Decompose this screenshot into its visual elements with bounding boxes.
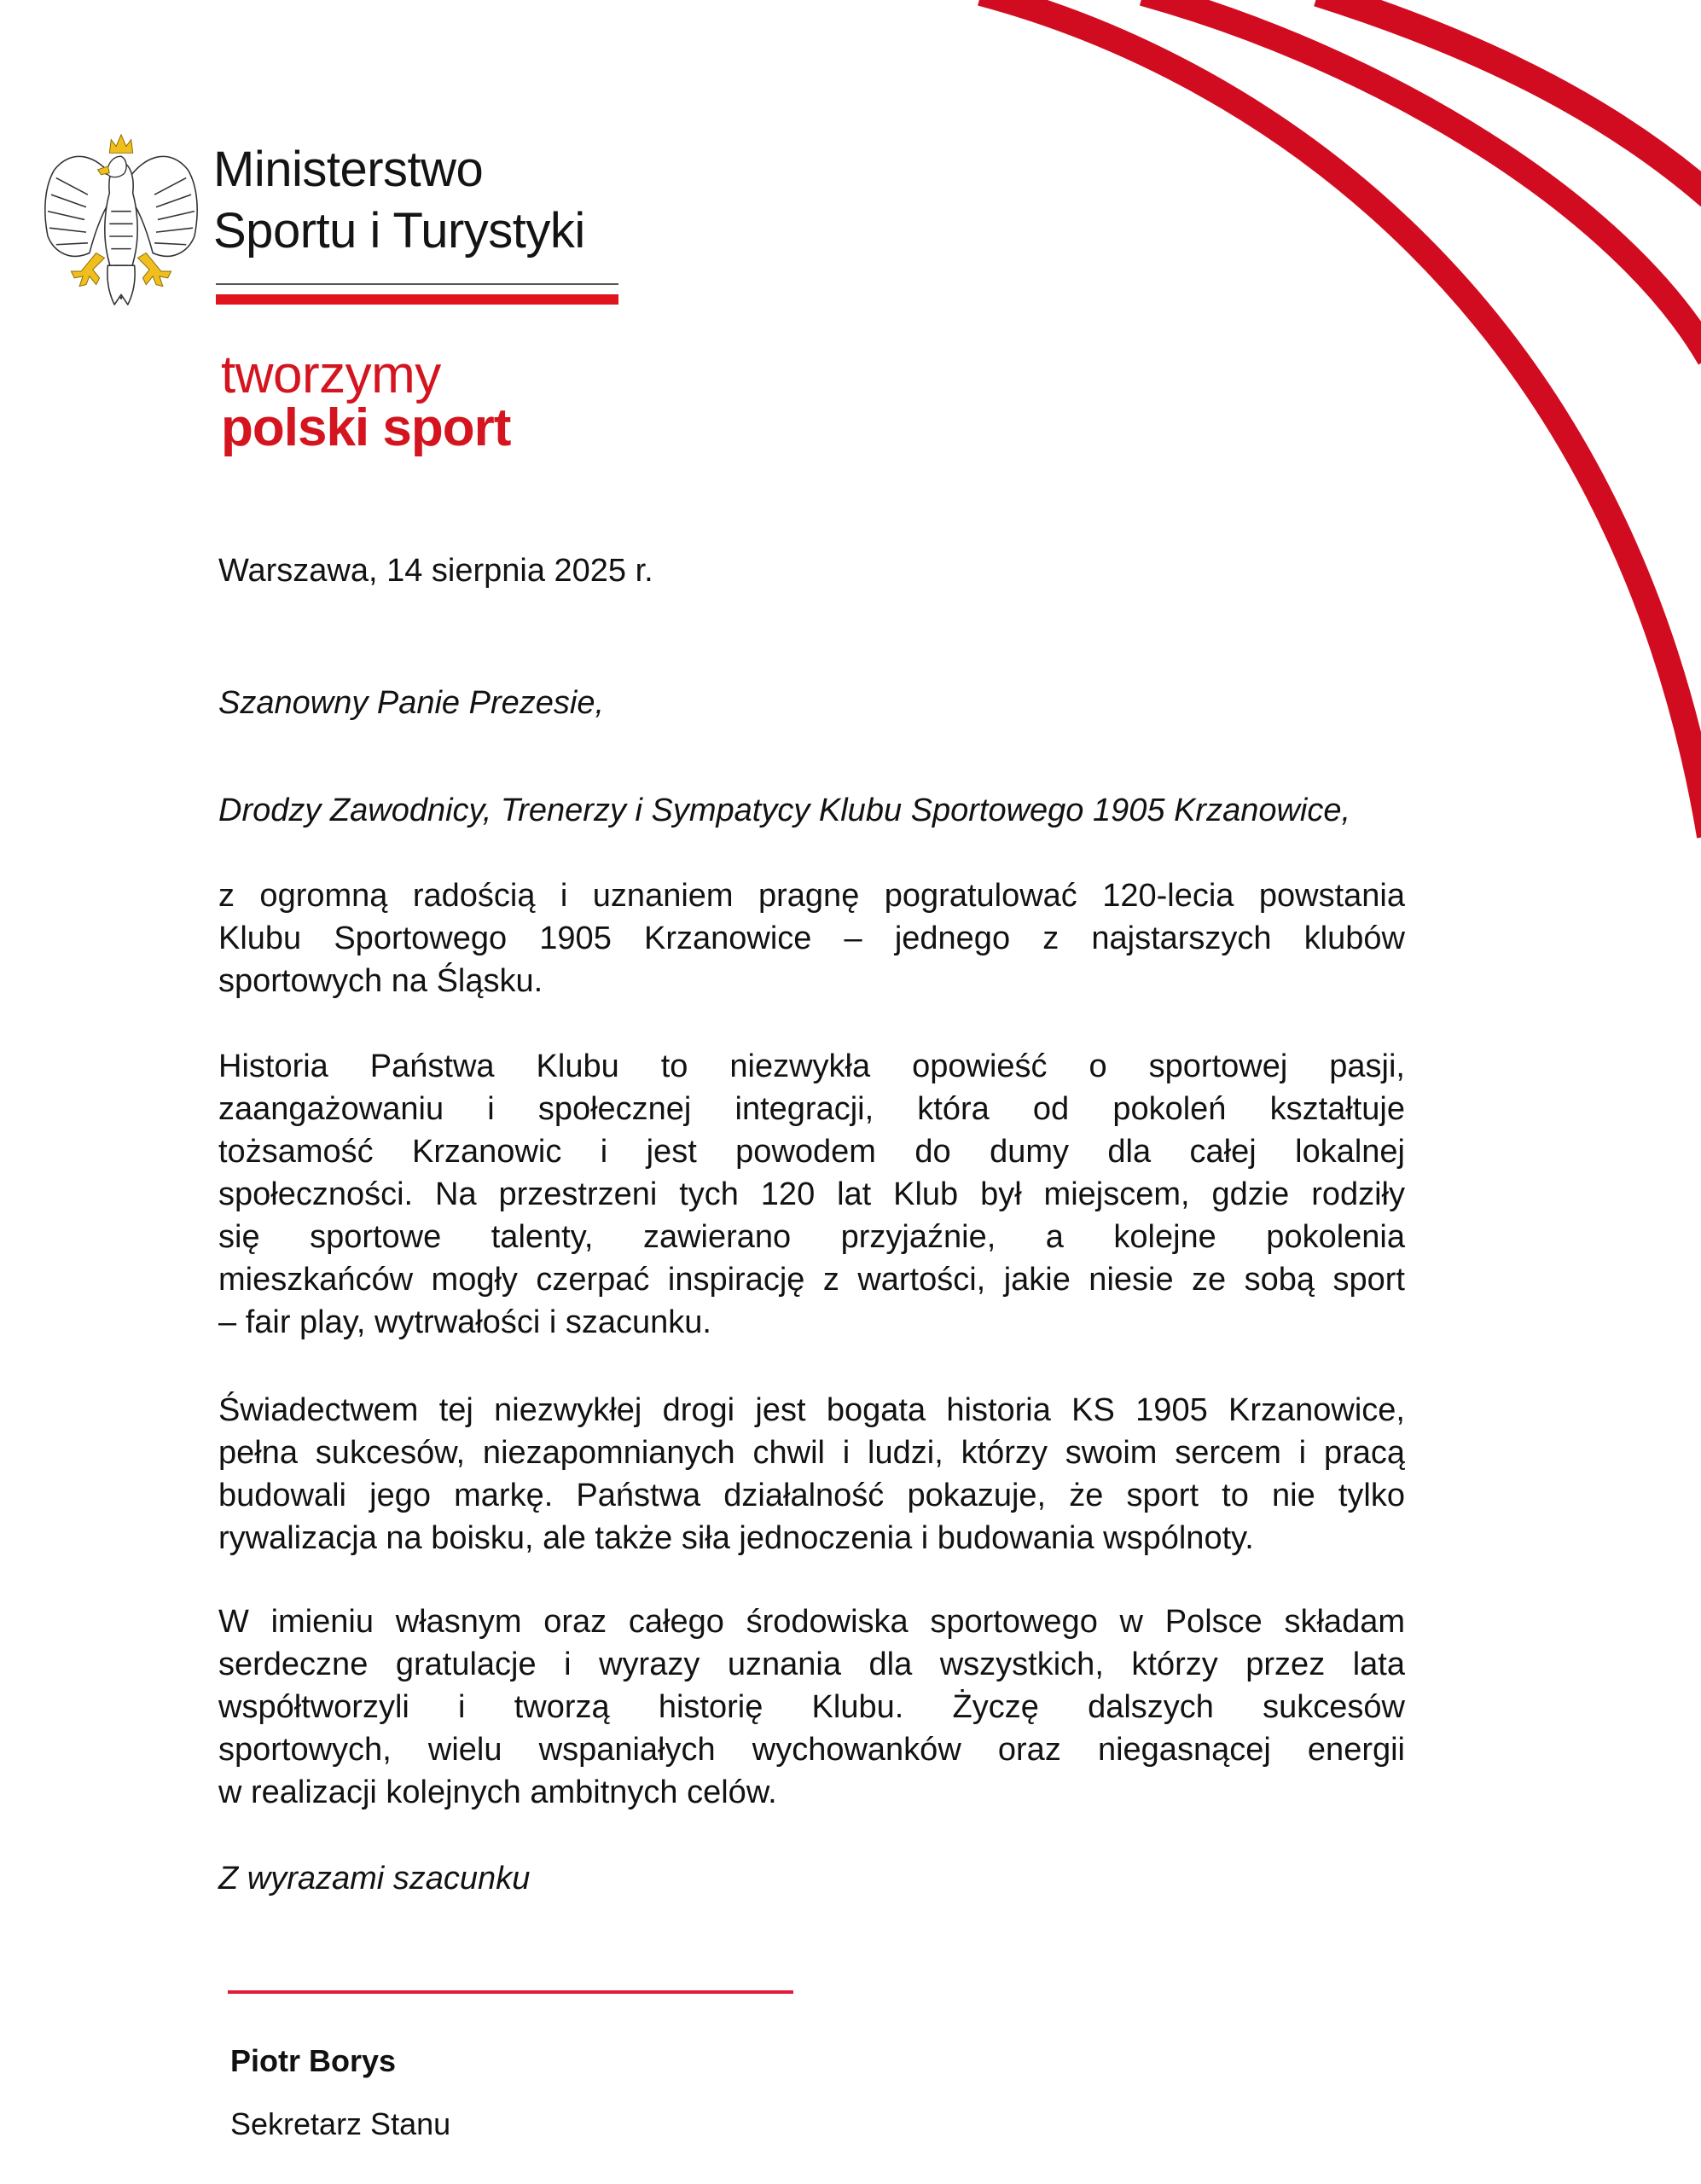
paragraph-line: tożsamość Krzanowic i jest powodem do dumy dla całej lokalnej <box>218 1134 1405 1170</box>
signature-line <box>228 1990 793 1994</box>
ministry-name-line1: Ministerstwo <box>213 142 484 197</box>
crown-icon <box>109 135 132 153</box>
paragraph-line: rywalizacja na boisku, ale także siła jednoczenia i budowania wspólnoty. <box>218 1520 1254 1556</box>
paragraph-line: pełna sukcesów, niezapomnianych chwil i ludzi, którzy swoim sercem i pracą <box>218 1435 1405 1471</box>
signatory-name: Piotr Borys <box>230 2043 397 2078</box>
paragraph-line: Historia Państwa Klubu to niezwykła opowieść o sportowej pasji, <box>218 1048 1405 1084</box>
polish-white-eagle-icon <box>38 128 205 307</box>
signatory-title: Sekretarz Stanu <box>230 2106 451 2141</box>
logo-gray-rule <box>216 283 618 285</box>
paragraph-line: sportowych, wielu wspaniałych wychowanków oraz niegasnącej energii <box>218 1732 1405 1768</box>
arc-inner <box>981 0 1701 836</box>
paragraph-1 <box>218 874 1405 1002</box>
ministry-name-line2: Sportu i Turystyki <box>213 203 585 258</box>
paragraph-line: społeczności. Na przestrzeni tych 120 lat Klub był miejscem, gdzie rodziły <box>218 1176 1405 1212</box>
place-date: Warszawa, 14 sierpnia 2025 r. <box>218 553 653 589</box>
paragraph-line: z ogromną radością i uznaniem pragnę pogratulować 120-lecia powstania <box>218 878 1405 914</box>
paragraph-line: – fair play, wytrwałości i szacunku. <box>218 1304 711 1340</box>
paragraph-line: Świadectwem tej niezwykłej drogi jest bogata historia KS 1905 Krzanowice, <box>218 1392 1405 1428</box>
paragraph-line: sportowych na Śląsku. <box>218 963 543 999</box>
paragraph-line: serdeczne gratulacje i wyrazy uznania dla wszystkich, którzy przez lata <box>218 1647 1405 1682</box>
tagline-line2: polski sport <box>221 398 511 457</box>
paragraph-3 <box>218 1389 1405 1560</box>
talon-right <box>138 253 171 287</box>
talon-left <box>71 253 104 287</box>
paragraph-4 <box>218 1600 1405 1814</box>
closing: Z wyrazami szacunku <box>218 1861 531 1896</box>
paragraph-line: Klubu Sportowego 1905 Krzanowice – jednego z najstarszych klubów <box>218 921 1405 956</box>
paragraph-line: w realizacji kolejnych ambitnych celów. <box>218 1774 777 1810</box>
logo-red-bar <box>216 294 618 305</box>
paragraph-line: współtworzyli i tworzą historię Klubu. Życzę dalszych sukcesów <box>218 1689 1405 1725</box>
tagline-line1: tworzymy <box>221 346 441 404</box>
salutation-2: Drodzy Zawodnicy, Trenerzy i Sympatycy Klubu Sportowego 1905 Krzanowice, <box>218 793 1351 828</box>
arc-middle <box>1143 0 1701 358</box>
paragraph-line: mieszkańców mogły czerpać inspirację z wartości, jakie niesie ze sobą sport <box>218 1262 1405 1298</box>
paragraph-2 <box>218 1045 1405 1344</box>
paragraph-line: zaangażowaniu i społecznej integracji, która od pokoleń kształtuje <box>218 1091 1405 1127</box>
arc-outer <box>1318 0 1701 196</box>
paragraph-line: budowali jego markę. Państwa działalność pokazuje, że sport to nie tylko <box>218 1478 1405 1513</box>
paragraph-line: W imieniu własnym oraz całego środowiska sportowego w Polsce składam <box>218 1604 1405 1640</box>
salutation-1: Szanowny Panie Prezesie, <box>218 685 605 721</box>
paragraph-line: się sportowe talenty, zawierano przyjaźnie, a kolejne pokolenia <box>218 1219 1405 1255</box>
